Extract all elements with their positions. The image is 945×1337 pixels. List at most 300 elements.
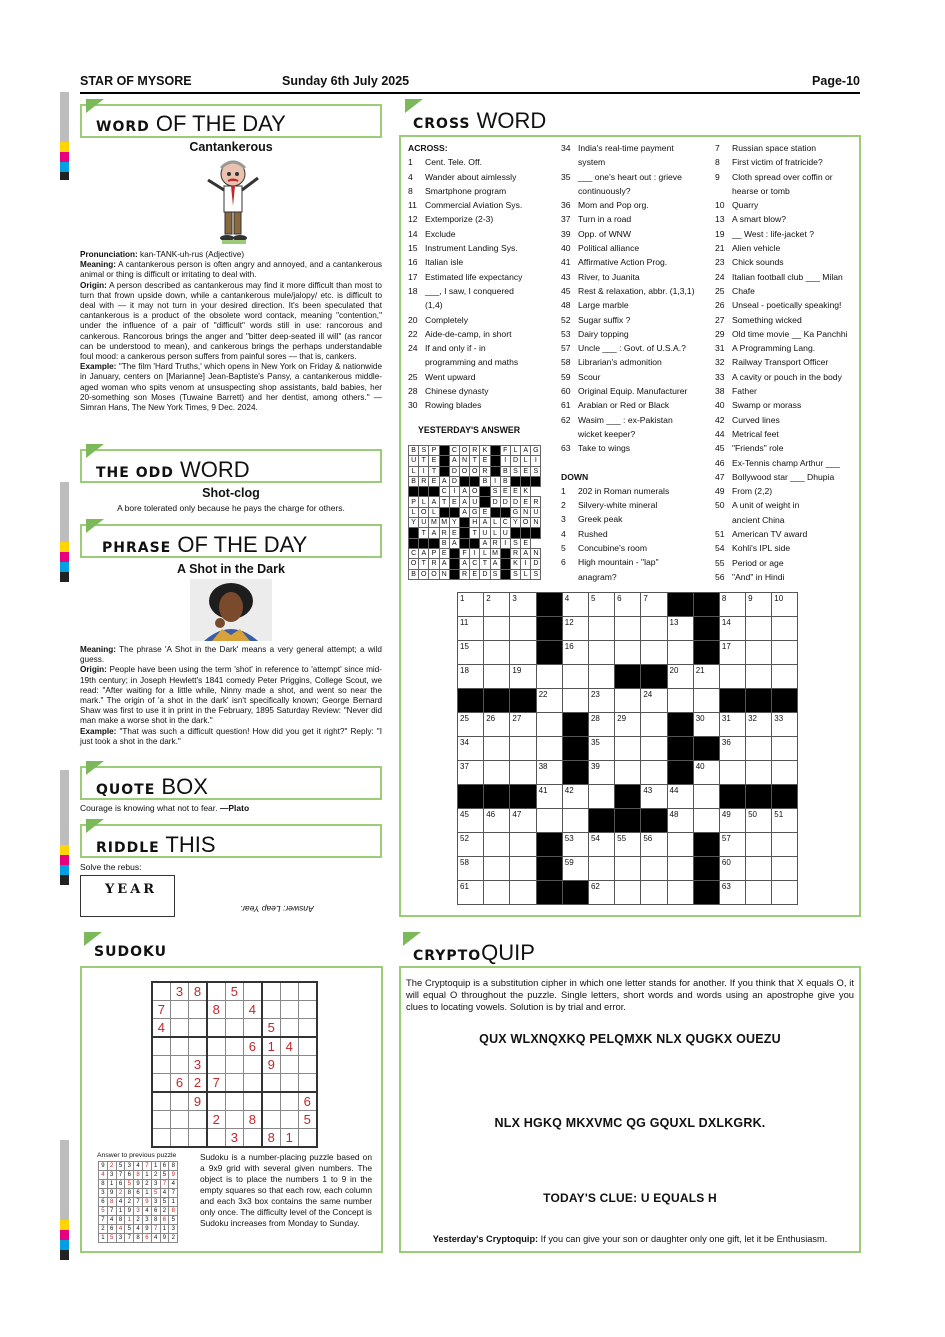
yesterday-cryptoquip-text: If you can give your son or daughter only one gift, let it be Enthusiasm. bbox=[538, 1234, 828, 1244]
previous-answer-cell: 9 bbox=[160, 1234, 169, 1243]
answer-cell: S bbox=[490, 569, 500, 579]
clue-text: ___, I saw, I conquered bbox=[425, 285, 514, 296]
sudoku-grid[interactable] bbox=[151, 981, 318, 1148]
sudoku-cell[interactable] bbox=[280, 1000, 298, 1018]
answer-cell: C bbox=[439, 487, 449, 497]
previous-answer-cell: 2 bbox=[116, 1189, 125, 1198]
sudoku-cell[interactable] bbox=[243, 1019, 261, 1037]
grid-cell[interactable] bbox=[746, 665, 772, 689]
grid-cell[interactable] bbox=[693, 689, 719, 713]
grid-cell[interactable] bbox=[772, 761, 798, 785]
grid-cell[interactable] bbox=[588, 857, 614, 881]
sudoku-cell[interactable] bbox=[225, 1055, 243, 1073]
grid-cell[interactable]: 5 bbox=[588, 593, 614, 617]
grid-cell[interactable]: 42 bbox=[562, 785, 588, 809]
section-title-bold: SUDOKU bbox=[94, 944, 167, 960]
sudoku-cell[interactable] bbox=[225, 1110, 243, 1128]
grid-cell[interactable]: 53 bbox=[562, 833, 588, 857]
grid-cell[interactable]: 34 bbox=[458, 737, 484, 761]
previous-answer-cell: 9 bbox=[142, 1225, 151, 1234]
section-title: OF THE DAY bbox=[171, 532, 308, 557]
grid-cell[interactable] bbox=[719, 665, 745, 689]
sudoku-cell[interactable] bbox=[207, 1128, 225, 1146]
grid-cell[interactable]: 63 bbox=[719, 881, 745, 905]
answer-cell bbox=[480, 487, 490, 497]
answer-cell bbox=[470, 538, 480, 548]
sudoku-cell[interactable] bbox=[298, 1019, 316, 1037]
grid-cell[interactable] bbox=[667, 857, 693, 881]
grid-cell[interactable] bbox=[641, 857, 667, 881]
grid-cell[interactable] bbox=[510, 641, 536, 665]
grid-cell[interactable] bbox=[484, 665, 510, 689]
previous-answer-cell: 4 bbox=[134, 1162, 143, 1171]
sudoku-header bbox=[80, 936, 383, 968]
grid-cell[interactable]: 19 bbox=[510, 665, 536, 689]
grid-cell[interactable] bbox=[615, 617, 641, 641]
answer-cell bbox=[439, 446, 449, 456]
grid-cell[interactable]: 20 bbox=[667, 665, 693, 689]
sudoku-cell[interactable] bbox=[225, 1092, 243, 1110]
grid-cell[interactable] bbox=[667, 881, 693, 905]
sudoku-cell[interactable] bbox=[280, 1055, 298, 1073]
sudoku-cell[interactable] bbox=[207, 1037, 225, 1055]
clue-item bbox=[408, 241, 558, 255]
grid-cell[interactable]: 43 bbox=[641, 785, 667, 809]
grid-cell[interactable] bbox=[510, 737, 536, 761]
answer-cell: A bbox=[521, 446, 531, 456]
grid-cell[interactable]: 62 bbox=[588, 881, 614, 905]
sudoku-cell[interactable] bbox=[298, 982, 316, 1000]
sudoku-cell[interactable] bbox=[298, 1128, 316, 1146]
grid-cell[interactable]: 60 bbox=[719, 857, 745, 881]
sudoku-cell[interactable] bbox=[298, 1037, 316, 1055]
answer-cell: E bbox=[521, 538, 531, 548]
answer-cell bbox=[459, 476, 469, 486]
grid-cell[interactable]: 57 bbox=[719, 833, 745, 857]
answer-cell: O bbox=[470, 487, 480, 497]
clue-item bbox=[715, 484, 860, 498]
grid-cell[interactable] bbox=[588, 665, 614, 689]
answer-cell: E bbox=[480, 507, 490, 517]
grid-cell[interactable] bbox=[641, 881, 667, 905]
grid-cell[interactable] bbox=[772, 617, 798, 641]
answer-cell bbox=[409, 487, 419, 497]
sudoku-cell[interactable] bbox=[243, 1073, 261, 1091]
previous-answer-cell: 3 bbox=[134, 1207, 143, 1216]
grid-cell[interactable]: 23 bbox=[588, 689, 614, 713]
grid-cell[interactable]: 15 bbox=[458, 641, 484, 665]
grid-cell[interactable] bbox=[641, 737, 667, 761]
grid-cell[interactable]: 7 bbox=[641, 593, 667, 617]
grid-cell[interactable] bbox=[615, 761, 641, 785]
clue-number: 41 bbox=[561, 257, 571, 268]
previous-answer-cell: 1 bbox=[160, 1225, 169, 1234]
grid-cell[interactable] bbox=[693, 785, 719, 809]
grid-cell[interactable]: 61 bbox=[458, 881, 484, 905]
answer-cell: A bbox=[521, 548, 531, 558]
sudoku-cell[interactable] bbox=[152, 1073, 170, 1091]
grid-cell[interactable] bbox=[641, 761, 667, 785]
clue-text: Smartphone program bbox=[425, 185, 507, 196]
answer-cell: S bbox=[419, 446, 429, 456]
grid-cell[interactable] bbox=[693, 809, 719, 833]
sudoku-cell[interactable] bbox=[262, 982, 280, 1000]
grid-cell[interactable] bbox=[562, 665, 588, 689]
clue-text: A cavity or pouch in the body bbox=[732, 371, 842, 382]
grid-cell[interactable] bbox=[772, 665, 798, 689]
sudoku-cell[interactable] bbox=[298, 1073, 316, 1091]
grid-cell[interactable]: 45 bbox=[458, 809, 484, 833]
grid-cell[interactable]: 22 bbox=[536, 689, 562, 713]
sudoku-cell[interactable] bbox=[280, 1092, 298, 1110]
clue-item bbox=[715, 513, 860, 527]
meaning-text: A cantankerous person is often angry and annoyed, and a cantankerous animal or thing is difficult or irritating to deal with. bbox=[80, 260, 382, 280]
grid-cell[interactable]: 50 bbox=[746, 809, 772, 833]
grid-cell[interactable] bbox=[510, 617, 536, 641]
clue-number: 45 bbox=[715, 443, 725, 454]
grid-cell[interactable] bbox=[772, 737, 798, 761]
sudoku-cell[interactable] bbox=[189, 1000, 207, 1018]
grid-cell[interactable] bbox=[772, 833, 798, 857]
grid-cell[interactable] bbox=[510, 761, 536, 785]
sudoku-cell[interactable] bbox=[170, 1110, 188, 1128]
sudoku-cell[interactable] bbox=[243, 982, 261, 1000]
grid-cell[interactable]: 36 bbox=[719, 737, 745, 761]
grid-cell[interactable] bbox=[615, 737, 641, 761]
sudoku-cell[interactable] bbox=[225, 1019, 243, 1037]
grid-cell[interactable]: 27 bbox=[510, 713, 536, 737]
grid-cell[interactable] bbox=[484, 617, 510, 641]
sudoku-cell[interactable] bbox=[170, 1055, 188, 1073]
cryptoquip-clue: TODAY'S CLUE: U EQUALS H bbox=[543, 1191, 717, 1205]
sudoku-cell[interactable] bbox=[262, 1092, 280, 1110]
answer-cell: L bbox=[490, 528, 500, 538]
grid-cell[interactable] bbox=[746, 617, 772, 641]
clue-number: 1 bbox=[561, 485, 566, 496]
sudoku-cell[interactable] bbox=[243, 1055, 261, 1073]
sudoku-cell[interactable] bbox=[262, 1000, 280, 1018]
clue-number: 61 bbox=[561, 400, 571, 411]
previous-answer-cell: 1 bbox=[125, 1216, 134, 1225]
grid-cell[interactable]: 59 bbox=[562, 857, 588, 881]
grid-cell[interactable] bbox=[510, 881, 536, 905]
grid-cell[interactable] bbox=[562, 689, 588, 713]
clue-text: Affirmative Action Prog. bbox=[578, 257, 668, 268]
grid-cell[interactable]: 52 bbox=[458, 833, 484, 857]
grid-cell[interactable]: 25 bbox=[458, 713, 484, 737]
previous-answer-cell: 1 bbox=[107, 1180, 116, 1189]
grid-cell[interactable]: 8 bbox=[719, 593, 745, 617]
previous-answer-cell: 6 bbox=[125, 1171, 134, 1180]
grid-cell[interactable]: 4 bbox=[562, 593, 588, 617]
grid-cell[interactable]: 56 bbox=[641, 833, 667, 857]
answer-cell bbox=[500, 507, 510, 517]
clue-number: 62 bbox=[561, 414, 571, 425]
clue-number: 26 bbox=[715, 300, 725, 311]
grid-cell[interactable]: 55 bbox=[615, 833, 641, 857]
sudoku-cell[interactable] bbox=[189, 1037, 207, 1055]
answer-cell: D bbox=[449, 466, 459, 476]
black-square bbox=[562, 713, 588, 737]
answer-cell: D bbox=[500, 497, 510, 507]
sudoku-cell[interactable] bbox=[225, 1073, 243, 1091]
grid-cell[interactable] bbox=[667, 833, 693, 857]
grid-cell[interactable] bbox=[641, 617, 667, 641]
sudoku-cell[interactable] bbox=[280, 982, 298, 1000]
grid-cell[interactable]: 30 bbox=[693, 713, 719, 737]
sudoku-cell[interactable] bbox=[170, 1037, 188, 1055]
previous-answer-cell: 7 bbox=[125, 1234, 134, 1243]
sudoku-cell[interactable] bbox=[152, 982, 170, 1000]
sudoku-cell[interactable] bbox=[207, 1055, 225, 1073]
grid-cell[interactable] bbox=[615, 641, 641, 665]
grid-cell[interactable]: 13 bbox=[667, 617, 693, 641]
clue-number: 23 bbox=[715, 257, 725, 268]
yesterday-cryptoquip bbox=[406, 1234, 854, 1244]
answer-cell bbox=[470, 476, 480, 486]
grid-cell[interactable] bbox=[615, 881, 641, 905]
previous-answer-cell: 6 bbox=[160, 1162, 169, 1171]
grid-cell[interactable] bbox=[536, 737, 562, 761]
grid-cell[interactable]: 31 bbox=[719, 713, 745, 737]
grid-cell[interactable]: 41 bbox=[536, 785, 562, 809]
grid-cell[interactable] bbox=[746, 833, 772, 857]
grid-cell[interactable] bbox=[510, 857, 536, 881]
answer-cell: N bbox=[439, 569, 449, 579]
grid-cell[interactable] bbox=[536, 665, 562, 689]
grid-cell[interactable] bbox=[667, 641, 693, 665]
clue-number: 59 bbox=[561, 371, 571, 382]
grid-cell[interactable] bbox=[746, 641, 772, 665]
grid-cell[interactable]: 38 bbox=[536, 761, 562, 785]
grid-cell[interactable]: 26 bbox=[484, 713, 510, 737]
sudoku-cell: 6 bbox=[243, 1037, 261, 1055]
grid-cell[interactable] bbox=[536, 809, 562, 833]
grid-cell[interactable]: 47 bbox=[510, 809, 536, 833]
answer-cell: E bbox=[439, 548, 449, 558]
black-square bbox=[641, 809, 667, 833]
answer-cell: L bbox=[409, 507, 419, 517]
clue-item bbox=[715, 255, 860, 269]
clue-item bbox=[561, 255, 711, 269]
grid-cell[interactable]: 16 bbox=[562, 641, 588, 665]
sudoku-cell[interactable] bbox=[152, 1092, 170, 1110]
grid-cell[interactable] bbox=[746, 761, 772, 785]
grid-cell[interactable] bbox=[615, 689, 641, 713]
grid-cell[interactable] bbox=[562, 809, 588, 833]
grid-cell[interactable] bbox=[536, 713, 562, 737]
grid-cell[interactable]: 12 bbox=[562, 617, 588, 641]
sudoku-cell[interactable] bbox=[225, 1037, 243, 1055]
sudoku-cell[interactable] bbox=[280, 1019, 298, 1037]
grid-cell[interactable] bbox=[746, 881, 772, 905]
grid-cell[interactable] bbox=[746, 857, 772, 881]
answer-cell: A bbox=[449, 456, 459, 466]
sudoku-cell: 4 bbox=[152, 1019, 170, 1037]
grid-cell[interactable] bbox=[510, 833, 536, 857]
black-square bbox=[536, 881, 562, 905]
previous-answer-cell: 8 bbox=[151, 1216, 160, 1225]
grid-cell[interactable] bbox=[484, 737, 510, 761]
clue-number: 63 bbox=[561, 443, 571, 454]
black-square bbox=[667, 593, 693, 617]
grid-cell[interactable] bbox=[667, 689, 693, 713]
grid-cell[interactable]: 46 bbox=[484, 809, 510, 833]
clue-item bbox=[561, 555, 711, 569]
sudoku-cell[interactable] bbox=[262, 1073, 280, 1091]
answer-cell: I bbox=[500, 456, 510, 466]
sudoku-cell[interactable] bbox=[170, 1128, 188, 1146]
grid-cell[interactable]: 51 bbox=[772, 809, 798, 833]
answer-cell: I bbox=[531, 456, 541, 466]
clue-item bbox=[715, 527, 860, 541]
sudoku-cell: 3 bbox=[189, 1055, 207, 1073]
clue-text: Unseal - poetically speaking! bbox=[732, 300, 842, 311]
grid-cell[interactable]: 33 bbox=[772, 713, 798, 737]
grid-cell[interactable]: 21 bbox=[693, 665, 719, 689]
sudoku-cell[interactable] bbox=[152, 1110, 170, 1128]
grid-cell[interactable]: 32 bbox=[746, 713, 772, 737]
grid-cell[interactable] bbox=[588, 785, 614, 809]
riddle-answer: Answer: Leap Year. bbox=[240, 904, 314, 914]
grid-cell[interactable]: 54 bbox=[588, 833, 614, 857]
grid-cell[interactable]: 3 bbox=[510, 593, 536, 617]
clue-number: 3 bbox=[561, 514, 566, 525]
sudoku-cell[interactable] bbox=[152, 1055, 170, 1073]
grid-cell[interactable]: 48 bbox=[667, 809, 693, 833]
answer-cell: G bbox=[510, 507, 520, 517]
sudoku-cell[interactable] bbox=[243, 1092, 261, 1110]
grid-cell[interactable] bbox=[615, 857, 641, 881]
sudoku-cell[interactable] bbox=[243, 1128, 261, 1146]
sudoku-cell[interactable] bbox=[207, 1092, 225, 1110]
clue-item bbox=[715, 298, 860, 312]
black-square bbox=[693, 881, 719, 905]
grid-cell[interactable] bbox=[772, 881, 798, 905]
sudoku-cell: 7 bbox=[152, 1000, 170, 1018]
grid-cell[interactable] bbox=[484, 641, 510, 665]
clue-number bbox=[561, 184, 578, 198]
sudoku-cell[interactable] bbox=[152, 1037, 170, 1055]
grid-cell[interactable]: 9 bbox=[746, 593, 772, 617]
grid-cell[interactable]: 17 bbox=[719, 641, 745, 665]
clue-item bbox=[561, 370, 711, 384]
grid-cell[interactable]: 49 bbox=[719, 809, 745, 833]
grid-cell[interactable] bbox=[746, 737, 772, 761]
previous-answer-cell: 5 bbox=[151, 1189, 160, 1198]
grid-cell[interactable] bbox=[484, 833, 510, 857]
previous-answer-cell: 9 bbox=[169, 1171, 178, 1180]
sudoku-cell[interactable] bbox=[189, 1110, 207, 1128]
grid-cell[interactable]: 14 bbox=[719, 617, 745, 641]
grid-cell[interactable] bbox=[641, 713, 667, 737]
section-title-bold: CRYPTO bbox=[413, 948, 482, 964]
clue-number: 50 bbox=[715, 500, 725, 511]
grid-cell[interactable]: 39 bbox=[588, 761, 614, 785]
clue-item bbox=[561, 198, 711, 212]
grid-cell[interactable] bbox=[588, 617, 614, 641]
grid-cell[interactable]: 10 bbox=[772, 593, 798, 617]
grid-cell[interactable]: 6 bbox=[615, 593, 641, 617]
grid-cell[interactable] bbox=[588, 641, 614, 665]
sudoku-cell[interactable] bbox=[207, 982, 225, 1000]
sudoku-cell[interactable] bbox=[189, 1128, 207, 1146]
sudoku-cell[interactable] bbox=[152, 1128, 170, 1146]
grid-cell[interactable]: 11 bbox=[458, 617, 484, 641]
clue-text: Large marble bbox=[578, 300, 629, 311]
sudoku-cell[interactable] bbox=[170, 1000, 188, 1018]
answer-cell: B bbox=[409, 569, 419, 579]
grid-cell[interactable]: 18 bbox=[458, 665, 484, 689]
clue-item bbox=[561, 141, 711, 155]
black-square bbox=[458, 689, 484, 713]
clue-text: Quarry bbox=[732, 200, 759, 211]
black-square bbox=[510, 689, 536, 713]
sudoku-cell[interactable] bbox=[280, 1110, 298, 1128]
cryptoquip-intro: The Cryptoquip is a substitution cipher in which one letter stands for another. If you think that X equals O, it will equal O throughout the puzzle. Single letters, short words and words using an apostrophe give you clues to locating vowels. Solution is by trial and error. bbox=[406, 977, 854, 1012]
sudoku-cell[interactable] bbox=[298, 1055, 316, 1073]
black-square bbox=[719, 689, 745, 713]
grid-cell[interactable] bbox=[484, 761, 510, 785]
previous-answer-cell: 4 bbox=[142, 1207, 151, 1216]
clue-text: Arabian or Red or Black bbox=[578, 400, 670, 411]
section-title-bold: WORD bbox=[96, 119, 150, 135]
sudoku-cell[interactable] bbox=[170, 1092, 188, 1110]
grid-cell[interactable]: 28 bbox=[588, 713, 614, 737]
clue-number: 8 bbox=[408, 185, 413, 196]
grid-cell[interactable]: 58 bbox=[458, 857, 484, 881]
example-text: "The film 'Hard Truths,' which opens in New York on Friday & nationwide in January, centers on [Marianne] Jean-Baptiste's Pansy, a cantankerous middle-aged woman who spits venom at unsuspecting shop assistants, bald babies, her 20-something son Moses (Tuwaine Barrett) and her dentist, among others." —Simran Hans, The New York Times, 9 Dec. 2024. bbox=[80, 362, 382, 413]
grid-cell[interactable]: 1 bbox=[458, 593, 484, 617]
grid-cell[interactable]: 29 bbox=[615, 713, 641, 737]
sudoku-cell[interactable] bbox=[280, 1073, 298, 1091]
grid-cell[interactable] bbox=[772, 857, 798, 881]
grid-cell[interactable]: 40 bbox=[693, 761, 719, 785]
sudoku-cell[interactable] bbox=[207, 1019, 225, 1037]
black-square bbox=[615, 665, 641, 689]
answer-cell: N bbox=[531, 548, 541, 558]
yesterday-cryptoquip-label: Yesterday's Cryptoquip: bbox=[432, 1234, 539, 1244]
sudoku-cell[interactable] bbox=[298, 1000, 316, 1018]
clue-item bbox=[561, 398, 711, 412]
across-title: ACROSS: bbox=[408, 143, 448, 153]
grid-cell[interactable] bbox=[641, 641, 667, 665]
grid-cell[interactable] bbox=[484, 857, 510, 881]
grid-cell[interactable] bbox=[719, 761, 745, 785]
crossword-grid[interactable] bbox=[457, 592, 798, 905]
answer-cell: S bbox=[510, 569, 520, 579]
clue-item bbox=[715, 313, 860, 327]
clue-text: hearse or tomb bbox=[732, 185, 790, 196]
sudoku-cell[interactable] bbox=[262, 1110, 280, 1128]
previous-answer-cell: 3 bbox=[125, 1162, 134, 1171]
grid-cell[interactable] bbox=[484, 881, 510, 905]
answer-cell: E bbox=[521, 497, 531, 507]
clue-text: ancient China bbox=[732, 514, 785, 525]
sudoku-cell[interactable] bbox=[170, 1019, 188, 1037]
grid-cell[interactable]: 35 bbox=[588, 737, 614, 761]
answer-cell: R bbox=[531, 497, 541, 507]
grid-cell[interactable]: 37 bbox=[458, 761, 484, 785]
grid-cell[interactable]: 2 bbox=[484, 593, 510, 617]
grid-cell[interactable]: 44 bbox=[667, 785, 693, 809]
grid-cell[interactable] bbox=[772, 641, 798, 665]
grid-cell[interactable]: 24 bbox=[641, 689, 667, 713]
answer-cell bbox=[409, 538, 419, 548]
sudoku-cell[interactable] bbox=[225, 1000, 243, 1018]
clue-item bbox=[561, 498, 711, 512]
sudoku-cell[interactable] bbox=[189, 1019, 207, 1037]
